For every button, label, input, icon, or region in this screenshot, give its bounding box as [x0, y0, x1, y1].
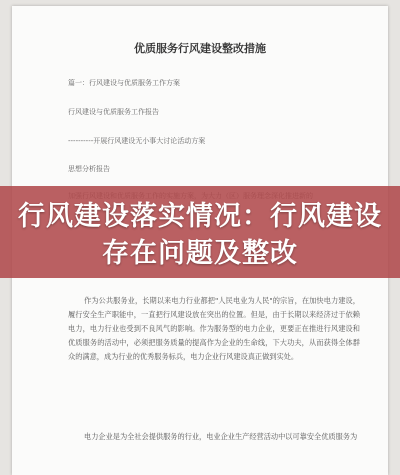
banner-title: 行风建设落实情况：行风建设存在问题及整改	[18, 201, 382, 269]
doc-line-1: 篇一：行风建设与优质服务工作方案	[68, 79, 180, 87]
document-title: 优质服务行风建设整改措施	[134, 42, 266, 55]
doc-line-3: ----------开展行风建设无小事大讨论活动方案	[68, 137, 206, 145]
doc-line-4: 思想分析报告	[68, 165, 110, 173]
doc-paragraph-1: 作为公共服务业，长期以来电力行业都把"人民电业为人民"的宗旨，在加快电力建设，履行安全生产职能中，一直把行风建设放在突出的位置。但是，由于长期以来经济过于依赖电力，电力行业也受到不良风气的影响。作为服务型的电力企业，更要正在推进行风建设和优质服务的活动中，必须把服务质量的提高作为企业的生命线，下大功夫，从而获得全体群众的满意，成为行业的优秀服务标兵，电力企业行风建设真正做到实处。	[68, 296, 360, 361]
doc-paragraph-2: 电力企业是为全社会提供服务的行业，电业企业生产经营活动中以可靠安全优质服务为	[84, 432, 358, 441]
doc-line-2: 行风建设与优质服务工作报告	[68, 108, 159, 116]
page-fade	[12, 459, 388, 475]
